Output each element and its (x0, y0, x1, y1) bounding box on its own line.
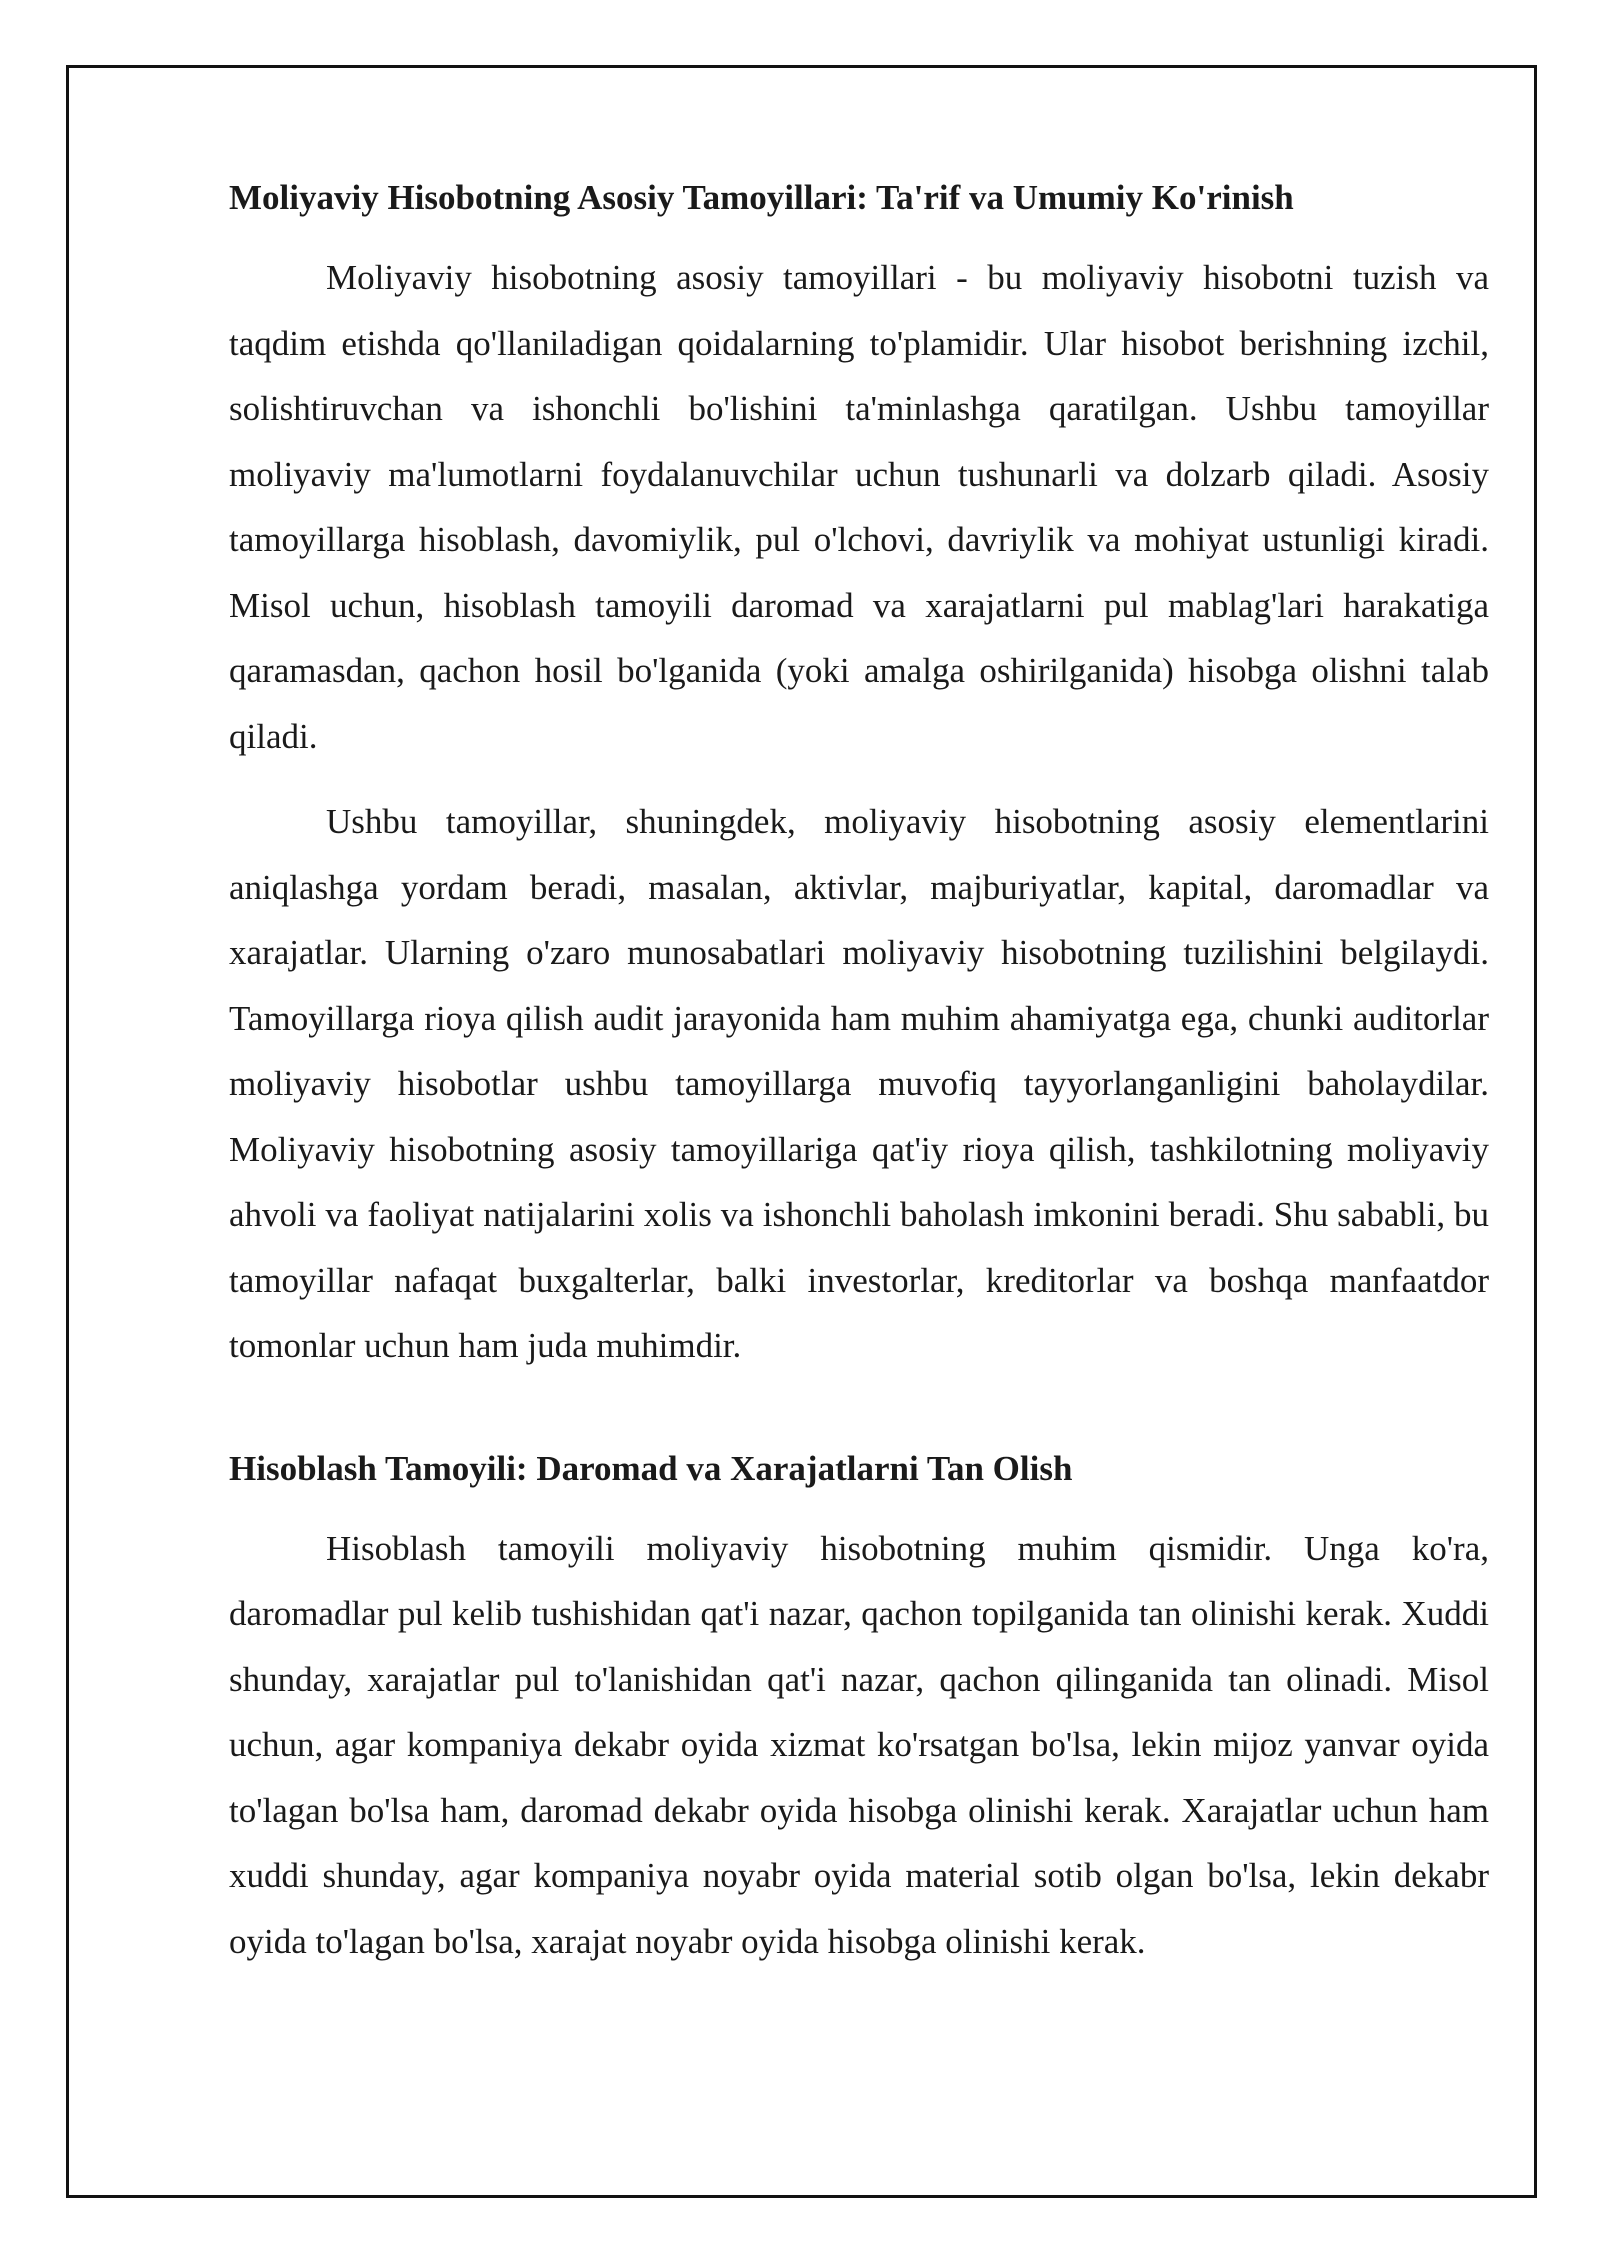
body-paragraph: Ushbu tamoyillar, shuningdek, moliyaviy hisobotning asosiy elementlarini aniqlashga yordam beradi, masalan, aktivlar, majburiyatlar, kapital, daromadlar va xarajatlar. Ularning o'zaro munosabatlari moliyaviy hisobotning tuzilishini belgilaydi. Tamoyillarga rioya qilish audit jarayonida ham muhim ahamiyatga ega, chunki auditorlar moliyaviy hisobotlar ushbu tamoyillarga muvofiq tayyorlanganligini baholaydilar. Moliyaviy hisobotning asosiy tamoyillariga qat'iy rioya qilish, tashkilotning moliyaviy ahvoli va faoliyat natijalarini xolis va ishonchli baholash imkonini beradi. Shu sababli, bu tamoyillar nafaqat buxgalterlar, balki investorlar, kreditorlar va boshqa manfaatdor tomonlar uchun ham juda muhimdir. (229, 802, 1489, 1365)
section-heading: Hisoblash Tamoyili: Daromad va Xarajatlarni Tan Olish (229, 1448, 1073, 1488)
body-paragraph: Moliyaviy hisobotning asosiy tamoyillari - bu moliyaviy hisobotni tuzish va taqdim etishda qo'llaniladigan qoidalarning to'plamidir. Ular hisobot berishning izchil, solishtiruvchan va ishonchli bo'lishini ta'minlashga qaratilgan. Ushbu tamoyillar moliyaviy ma'lumotlarni foydalanuvchilar uchun tushunarli va dolzarb qiladi. Asosiy tamoyillarga hisoblash, davomiylik, pul o'lchovi, davriylik va mohiyat ustunligi kiradi. Misol uchun, hisoblash tamoyili daromad va xarajatlarni pul mablag'lari harakatiga qaramasdan, qachon hosil bo'lganida (yoki amalga oshirilganida) hisobga olishni talab qiladi. (229, 258, 1489, 756)
section-heading: Moliyaviy Hisobotning Asosiy Tamoyillari: Ta'rif va Umumiy Ko'rinish (229, 178, 1294, 217)
document-body (229, 168, 1489, 1994)
body-paragraph: Hisoblash tamoyili moliyaviy hisobotning muhim qismidir. Unga ko'ra, daromadlar pul kelib tushishidan qat'i nazar, qachon topilganida tan olinishi kerak. Xuddi shunday, xarajatlar pul to'lanishidan qat'i nazar, qachon qilinganida tan olinadi. Misol uchun, agar kompaniya dekabr oyida xizmat ko'rsatgan bo'lsa, lekin mijoz yanvar oyida to'lagan bo'lsa ham, daromad dekabr oyida hisobga olinishi kerak. Xarajatlar uchun ham xuddi shunday, agar kompaniya noyabr oyida material sotib olgan bo'lsa, lekin dekabr oyida to'lagan bo'lsa, xarajat noyabr oyida hisobga olinishi kerak. (229, 1528, 1489, 1961)
